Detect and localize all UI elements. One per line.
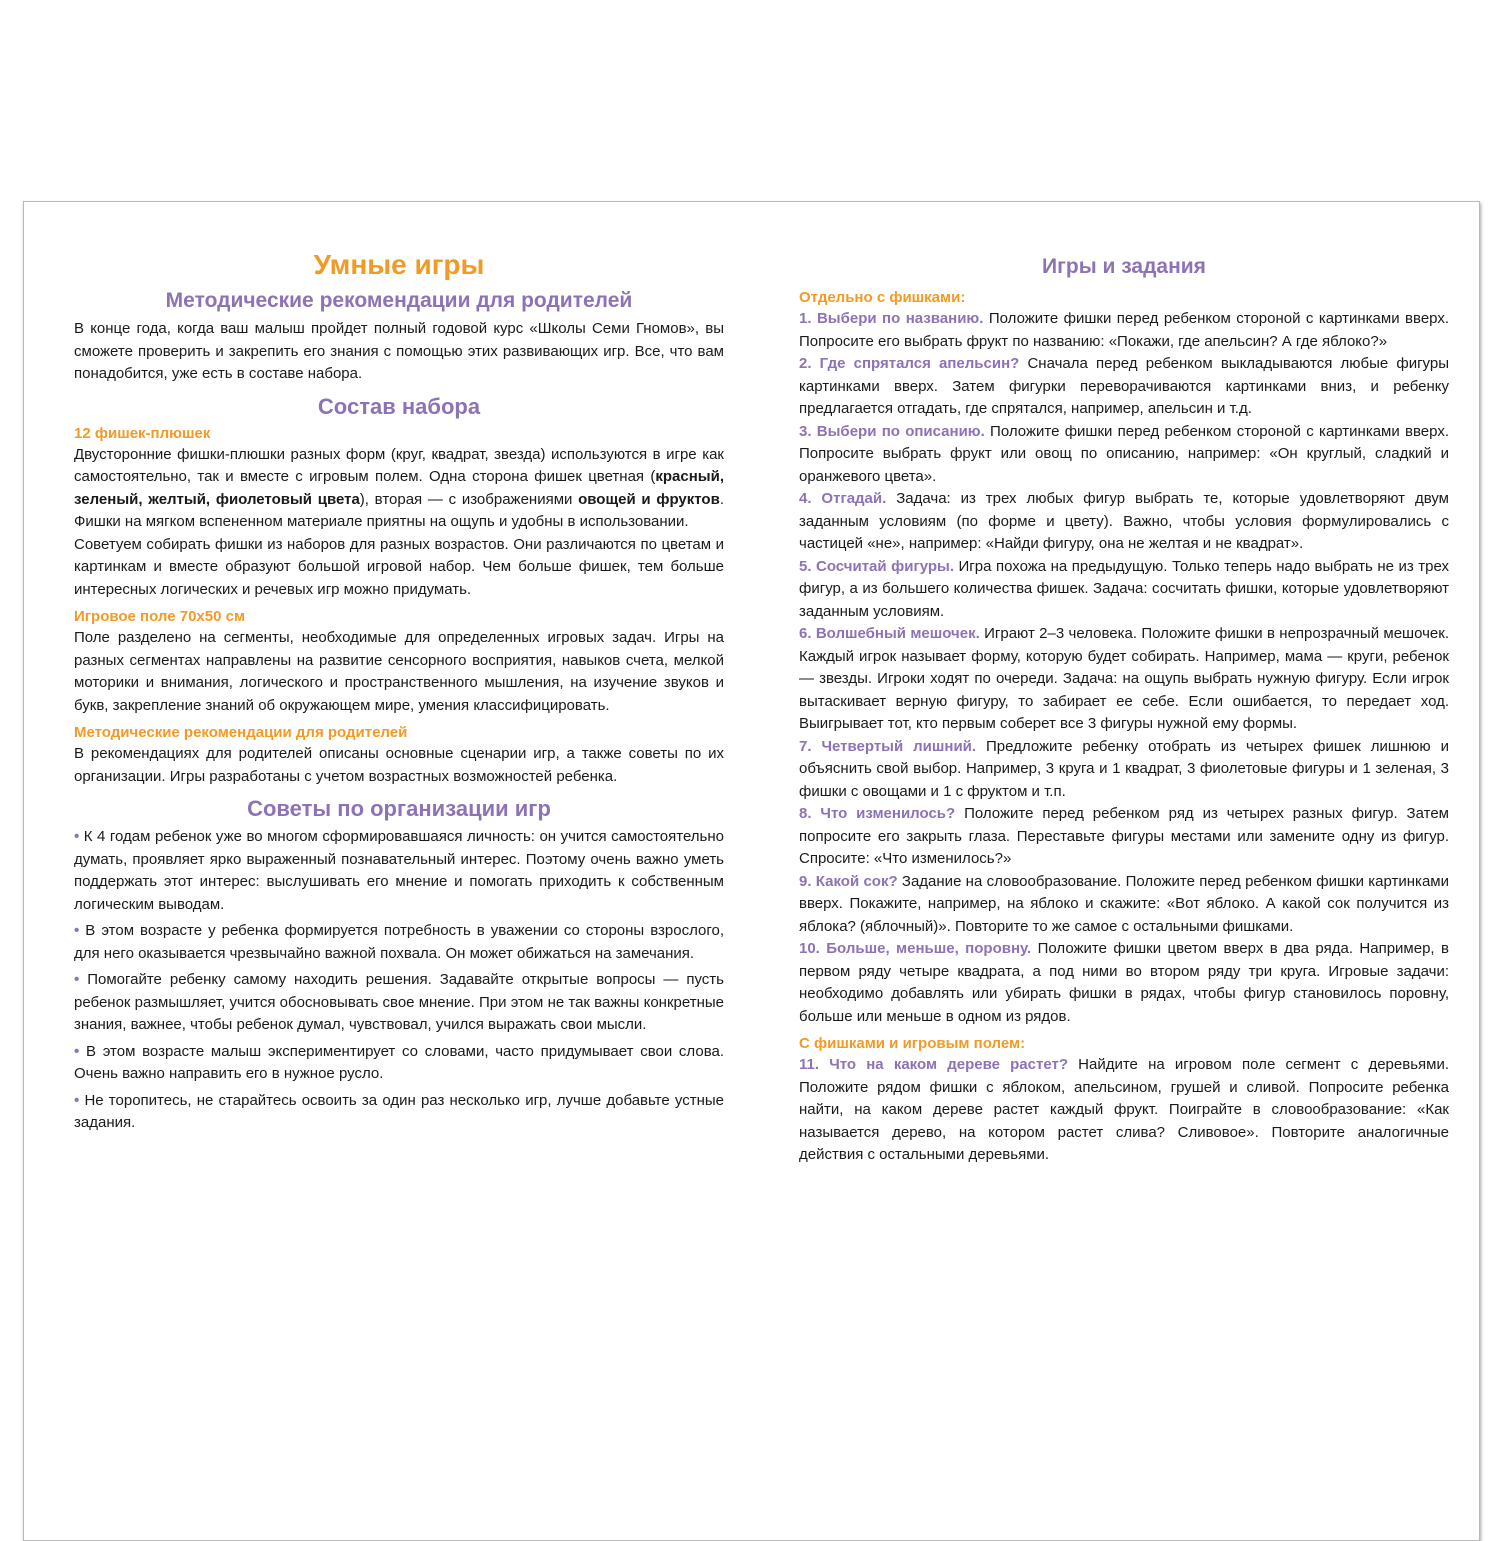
right-column [799, 242, 1449, 1167]
game-text: Положите фишки цветом вверх в два ряда. Например, в первом ряду четыре квадрата, а под ними во втором ряду три круга. Игровые задачи: необходимо добавлять или убирать фишки в рядах, чтобы фигур становилось поровну, больше или меньше в одном из рядов. [799, 940, 1449, 1025]
bullet-icon: • [74, 922, 80, 939]
game-text: Положите фишки перед ребенком стороной с картинками вверх. Попросите выбрать фрукт или овощ по описанию, например: «Он круглый, сладкий и оранжевого цвета». [799, 422, 1449, 485]
game-item [799, 556, 1449, 624]
game-item [799, 1054, 1449, 1167]
game-title: 4. Отгадай. [799, 490, 887, 507]
bullet-icon: • [74, 1091, 80, 1109]
game-item [799, 803, 1449, 871]
chips-text-c: ), вторая — с изображениями [359, 490, 579, 508]
game-item [799, 871, 1449, 939]
tip-text: В этом возрасте малыш экспериментирует со словами, часто придумывает свои слова. Очень важно направить его в нужное русло. [74, 1042, 725, 1082]
game-text: Положите фишки перед ребенком стороной с картинками вверх. Попросите его выбрать фрукт по названию: «Покажи, где апельсин? А где яблоко?» [799, 310, 1449, 350]
section-chips-only: Отдельно с фишками: [799, 289, 966, 306]
chips-text-a: Двусторонние фишки-плюшки разных форм (круг, квадрат, звезда) используются в игре как самостоятельно, так и вместе с игровым полем. Одна сторона фишек цветная ( [74, 445, 724, 485]
bullet-icon: • [74, 1042, 80, 1060]
recs-heading: Методические рекомендации для родителей [74, 724, 408, 741]
recs-paragraph: В рекомендациях для родителей описаны основные сценарии игр, а также советы по их организации. Игры разработаны с учетом возрастных возможностей ребенка. [74, 745, 724, 785]
intro-text: В конце года, когда ваш малыш пройдет полный годовой курс «Школы Семи Гномов», вы сможете проверить и закрепить его знания с помощью этих развивающих игр. Все, что вам понадобится, уже есть в составе набора. [74, 320, 724, 382]
booklet-spread [23, 201, 1480, 1541]
field-paragraph: Поле разделено на сегменты, необходимые для определенных игровых задач. Игры на разных сегментах направлены на развитие сенсорного восприятия, навыков счета, мелкой моторики и внимания, логического и пространственного мышления, на изучение звуков и букв, закрепление знаний об окружающем мире, умения классифицировать. [74, 629, 724, 714]
game-title: 1. Выбери по названию. [799, 310, 984, 327]
subtitle: Методические рекомендации для родителей [165, 289, 633, 312]
game-item [799, 488, 1449, 556]
field-heading: Игровое поле 70х50 см [74, 608, 246, 625]
bullet-icon: • [74, 971, 80, 988]
tip-text: В этом возрасте у ребенка формируется потребность в уважении со стороны взрослого, для него оказывается чрезвычайно важной похвала. Он может обижаться на замечания. [74, 922, 724, 962]
chips-colors-bold: красный, зеленый, желтый, фиолетовый цвета [74, 468, 724, 508]
kit-heading: Состав набора [317, 393, 481, 419]
game-title: 3. Выбери по описанию. [799, 422, 985, 440]
game-item [799, 308, 1449, 353]
game-title: 10. Больше, меньше, поровну. [799, 940, 1032, 957]
tips-heading: Советы по организации игр [247, 796, 551, 821]
chips-veg-bold: овощей и фруктов [578, 490, 720, 508]
game-item [799, 421, 1449, 489]
tip-text: Не торопитесь, не старайтесь освоить за один раз несколько игр, лучше добавьте устные задания. [74, 1091, 724, 1131]
game-item [799, 938, 1449, 1028]
game-title: 6. Волшебный мешочек. [799, 625, 980, 642]
games-title: Игры и задания [1042, 255, 1206, 278]
tip-text: К 4 годам ребенок уже во многом сформировавшаяся личность: он учится самостоятельно думать, проявляет ярко выраженный познавательный интерес. Поэтому очень важно уметь поддержать этот интерес: выслушивать его мнение и помогать приходить к собственным логическим выводам. [74, 828, 725, 913]
game-item [799, 353, 1449, 421]
chips-paragraph-2: Советуем собирать фишки из наборов для разных возрастов. Они различаются по цветам и картинкам и вместе образуют большой игровой набор. Чем больше фишек, тем больше интересных логических и речевых игр можно придумать. [74, 535, 724, 598]
game-title: 11. Что на каком дереве растет? [799, 1056, 1068, 1073]
section-chips-and-field: С фишками и игровым полем: [799, 1035, 1026, 1052]
game-text: Игра похожа на предыдущую. Только теперь надо выбрать не из трех фигур, а из большего количества фишек. Задача: сосчитать фишки, которые удовлетворяют заданным условиям. [799, 557, 1449, 620]
tip-item [74, 1090, 724, 1135]
left-column [74, 242, 724, 1135]
game-title: 7. Четвертый лишний. [799, 737, 977, 755]
tip-item [74, 1041, 724, 1086]
game-text: Найдите на игровом поле сегмент с деревьями. Положите рядом фишки с яблоком, апельсином, грушей и сливой. Попросите ребенка найти, на каком дереве растет каждый фрукт. Поиграйте в словообразование: «Как называется дерево, на котором растет слива? Сливовое». Повторите аналогичные действия с остальными деревьями. [799, 1056, 1449, 1163]
game-text: Предложите ребенку отобрать из четырех фишек лишнюю и объяснить свой выбор. Например, 3 круга и 1 квадрат, 3 фиолетовые фигуры и 1 зеленая, 3 фишки с овощами и 1 с фруктом и т.п. [799, 737, 1449, 800]
page-title: Умные игры [313, 249, 485, 280]
chips-paragraph [74, 444, 724, 534]
game-title: 5. Сосчитай фигуры. [799, 557, 954, 575]
game-title: 8. Что изменилось? [799, 805, 956, 822]
game-item [799, 623, 1449, 736]
game-title: 9. Какой сок? [799, 872, 898, 890]
tip-item [74, 826, 724, 916]
tip-item [74, 920, 724, 965]
game-text: Положите перед ребенком ряд из четырех разных фигур. Затем попросите его закрыть глаза. Переставьте фигуры местами или замените одну из фигур. Спросите: «Что изменилось?» [799, 805, 1449, 867]
tip-item [74, 969, 724, 1037]
chips-heading: 12 фишек-плюшек [74, 424, 211, 442]
game-text: Задача: из трех любых фигур выбрать те, которые удовлетворяют двум заданным условиям (по форме и цвету). Важно, чтобы условия формулировались с частицей «не», например: «Найди фигуру, она не желтая и не квадрат». [799, 490, 1449, 552]
game-text: Задание на словообразование. Положите перед ребенком фишки картинками вверх. Покажите, например, на яблоко и скажите: «Вот яблоко. А какой сок получится из яблока? (яблочный)». Повторите то же самое с остальными фишками. [799, 872, 1449, 935]
game-item [799, 736, 1449, 804]
chips-text-e: . Фишки на мягком вспененном материале приятны на ощупь и удобны в использовании. [74, 490, 724, 530]
game-text: Сначала перед ребенком выкладываются любые фигуры картинками вверх. Затем фигурки переворачиваются картинками вниз, и ребенку предлагается отгадать, где спрятался, например, апельсин и т.д. [799, 355, 1449, 417]
tip-text: Помогайте ребенку самому находить решения. Задавайте открытые вопросы — пусть ребенок размышляет, учится обосновывать свое мнение. При этом не так важны конкретные знания, важнее, чтобы ребенок думал, чувствовал, учился выражать свои мысли. [74, 971, 724, 1033]
bullet-icon: • [74, 828, 80, 845]
game-title: 2. Где спрятался апельсин? [799, 355, 1020, 372]
game-text: Играют 2–3 человека. Положите фишки в непрозрачный мешочек. Каждый игрок называет форму, которую будет собирать. Например, мама — круги, ребенок — звезды. Игроки ходят по очереди. Задача: на ощупь выбрать нужную фигуру. Если игрок вытаскивает верную фигуру, то забирает ее себе. Если ошибается, то передает ход. Выигрывает тот, кто первым соберет все 3 фигуры нужной ему формы. [799, 625, 1449, 732]
